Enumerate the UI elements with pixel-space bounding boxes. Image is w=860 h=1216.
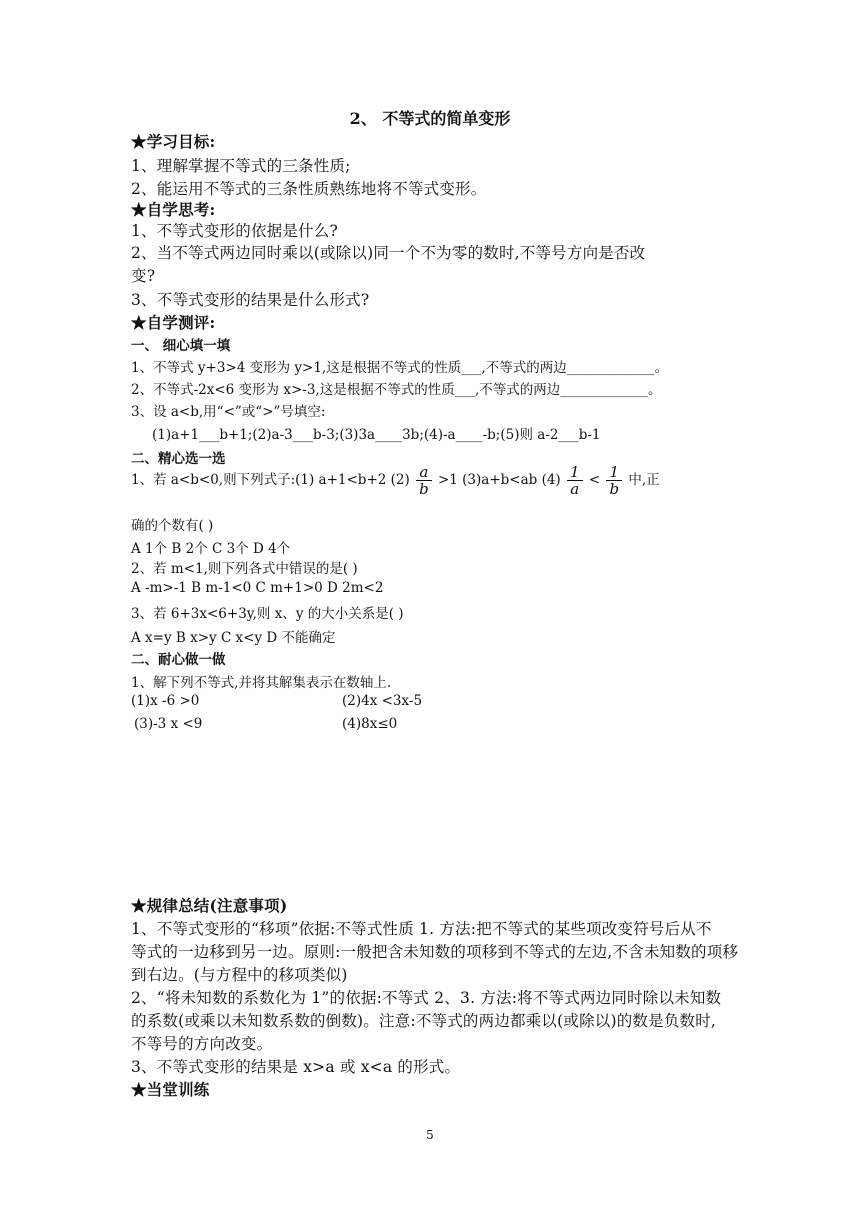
solve-item: (1)x -6 >0 xyxy=(131,693,200,709)
choice-options: A x=y B x>y C x<y D 不能确定 xyxy=(131,630,336,646)
summary-line: 等式的一边移到另一边。原则:一般把含未知数的项移到不等式的左边,不含未知数的项移 xyxy=(131,943,739,961)
solve-item: (2)4x <3x-5 xyxy=(342,693,423,709)
fraction-a-over-b xyxy=(416,464,432,497)
summary-line: 3、不等式变形的结果是 x>a 或 x<a 的形式。 xyxy=(131,1058,461,1076)
fraction-1-over-a xyxy=(567,464,583,497)
fraction-denominator: b xyxy=(609,480,620,498)
fraction-denominator: a xyxy=(570,480,580,498)
section-solve-heading: 二、耐心做一做 xyxy=(131,652,226,668)
choice-options: A -m>-1 B m-1<0 C m+1>0 D 2m<2 xyxy=(131,580,384,596)
question-item: 1、不等式变形的依据是什么? xyxy=(131,222,338,240)
fill-item: 3、设 a<b,用“<”或“>”号填空: xyxy=(131,404,326,420)
summary-line: 的系数(或乘以未知数系数的倒数)。注意:不等式的两边都乘以(或除以)的数是负数时, xyxy=(131,1012,717,1030)
heading-practice: ★当堂训练 xyxy=(131,1080,210,1099)
choice-question-3: 3、若 6+3x<6+3y,则 x、y 的大小关系是( ) xyxy=(131,606,404,622)
fraction-1-over-b xyxy=(606,464,622,497)
solve-item: (4)8x≤0 xyxy=(342,716,398,732)
fraction-denominator: b xyxy=(419,480,429,498)
goal-item: 1、理解掌握不等式的三条性质; xyxy=(131,157,351,175)
page-number: 5 xyxy=(426,1128,434,1142)
choice-options: A 1个 B 2个 C 3个 D 4个 xyxy=(131,541,291,557)
goal-item: 2、能运用不等式的三条性质熟练地将不等式变形。 xyxy=(131,180,487,198)
solve-instruction: 1、解下列不等式,并将其解集表示在数轴上. xyxy=(131,675,392,691)
section-fill-heading: 一、 细心填一填 xyxy=(131,338,231,354)
choice-question-1 xyxy=(131,464,660,497)
summary-line: 1、不等式变形的“移项”依据:不等式性质 1. 方法:把不等式的某些项改变符号后从不 xyxy=(131,920,712,938)
solve-item: (3)-3 x <9 xyxy=(134,716,203,732)
heading-self-study: ★自学思考: xyxy=(131,200,216,219)
heading-learning-goals: ★学习目标: xyxy=(131,132,216,151)
fill-subitems: (1)a+1___b+1;(2)a-3___b-3;(3)3a____3b;(4)-a____-b;(5)则 a-2___b-1 xyxy=(152,427,601,443)
fill-item: 2、不等式-2x<6 变形为 x>-3,这是根据不等式的性质___,不等式的两边_____________。 xyxy=(131,382,662,398)
choice-q1-lt: < xyxy=(588,472,601,488)
choice-question-2: 2、若 m<1,则下列各式中错误的是( ) xyxy=(131,561,358,577)
section-choose-heading: 二、精心选一选 xyxy=(131,451,226,467)
heading-self-test: ★自学测评: xyxy=(131,313,216,332)
fraction-numerator: 1 xyxy=(567,464,583,481)
choice-q1-part3: 中,正 xyxy=(628,472,660,488)
fraction-numerator: 1 xyxy=(606,464,622,481)
fill-item: 1、不等式 y+3>4 变形为 y>1,这是根据不等式的性质___,不等式的两边_____________。 xyxy=(131,360,668,376)
question-item: 2、当不等式两边同时乘以(或除以)同一个不为零的数时,不等号方向是否改 xyxy=(131,244,646,262)
choice-q1-part1: 1、若 a<b<0,则下列式子:(1) a+1<b+2 (2) xyxy=(131,472,410,488)
summary-line: 不等号的方向改变。 xyxy=(131,1035,273,1053)
question-item: 3、不等式变形的结果是什么形式? xyxy=(131,291,370,309)
summary-line: 到右边。(与方程中的移项类似) xyxy=(131,966,348,984)
question-item-continued: 变? xyxy=(131,267,156,285)
heading-summary: ★规律总结(注意事项) xyxy=(131,896,288,915)
page-title: 2、 不等式的简单变形 xyxy=(349,109,511,128)
choice-q1-part2: >1 (3)a+b<ab (4) xyxy=(437,472,561,488)
fraction-numerator: a xyxy=(416,464,432,481)
choice-q1-continued: 确的个数有( ) xyxy=(131,518,214,534)
summary-line: 2、“将未知数的系数化为 1”的依据:不等式 2、3. 方法:将不等式两边同时除以未知数 xyxy=(131,989,722,1007)
